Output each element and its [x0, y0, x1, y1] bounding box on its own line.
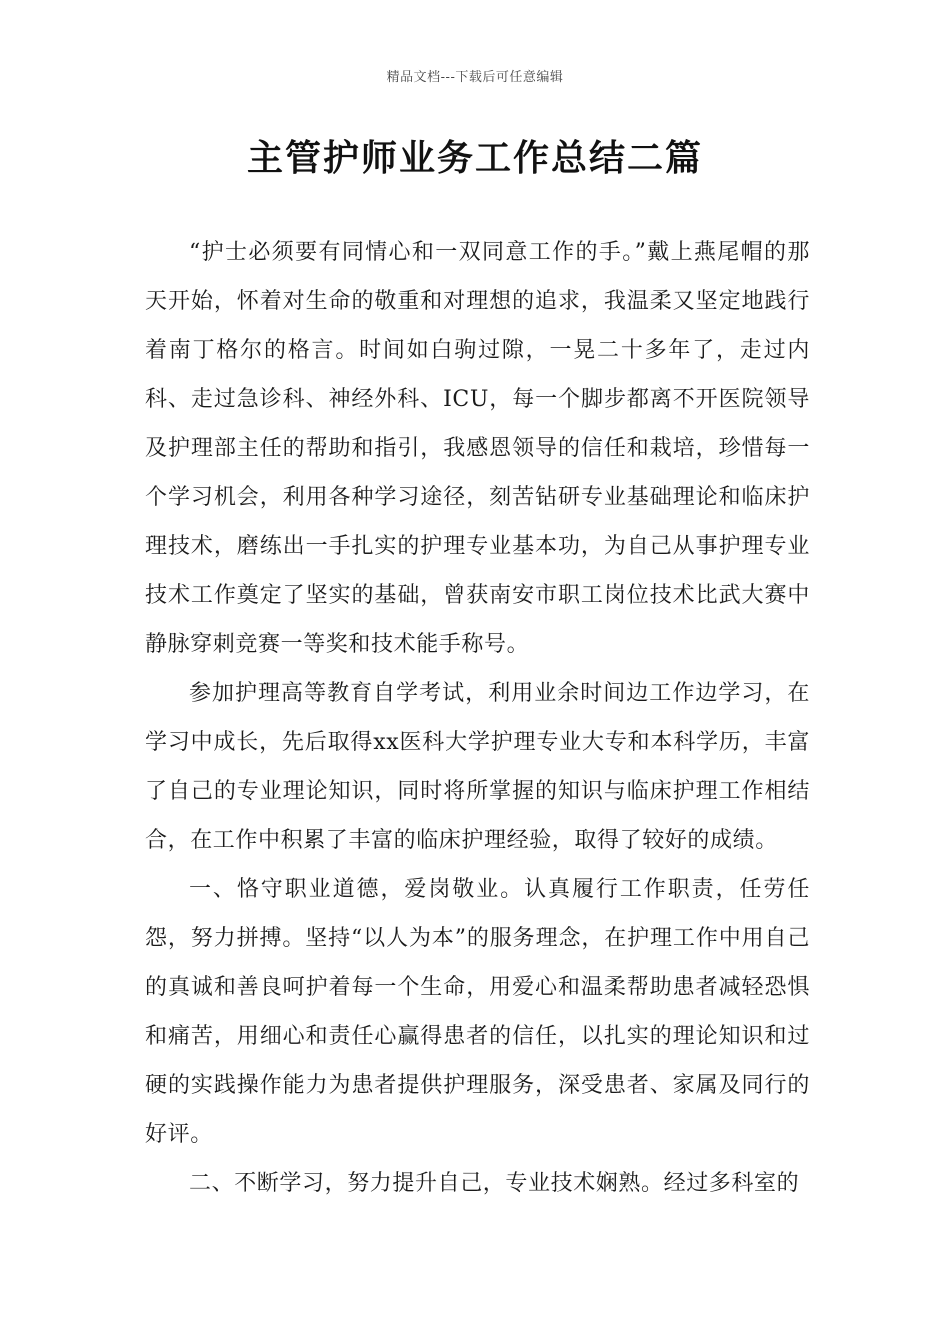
document-body	[145, 228, 810, 1208]
document-title: 主管护师业务工作总结二篇	[246, 137, 703, 179]
header-note: 精品文档---下载后可任意编辑	[386, 70, 564, 85]
paragraph-education: 参加护理高等教育自学考试，利用业余时间边工作边学习，在学习中成长，先后取得xx医科大学护理专业大专和本科学历，丰富了自己的专业理论知识，同时将所掌握的知识与临床护理工作相结合，在工作中积累了丰富的临床护理经验，取得了较好的成绩。	[145, 681, 810, 853]
paragraph-intro: “护士必须要有同情心和一双同意工作的手。”戴上燕尾帽的那天开始，怀着对生命的敬重和对理想的追求，我温柔又坚定地践行着南丁格尔的格言。时间如白驹过隙，一晃二十多年了，走过内科、走过急诊科、神经外科、ICU，每一个脚步都离不开医院领导及护理部主任的帮助和指引，我感恩领导的信任和栽培，珍惜每一个学习机会，利用各种学习途径，刻苦钻研专业基础理论和临床护理技术，磨练出一手扎实的护理专业基本功，为自己从事护理专业技术工作奠定了坚实的基础，曾获南安市职工岗位技术比武大赛中静脉穿刺竞赛一等奖和技术能手称号。	[145, 240, 810, 657]
paragraph-learning: 二、不断学习，努力提升自己，专业技术娴熟。经过多科室的	[189, 1171, 800, 1196]
paragraph-ethics: 一、恪守职业道德，爱岗敬业。认真履行工作职责，任劳任怨，努力拼搏。坚持“以人为本”的服务理念，在护理工作中用自己的真诚和善良呵护着每一个生命，用爱心和温柔帮助患者减轻恐惧和痛苦，用细心和责任心赢得患者的信任，以扎实的理论知识和过硬的实践操作能力为患者提供护理服务，深受患者、家属及同行的好评。	[145, 877, 810, 1147]
